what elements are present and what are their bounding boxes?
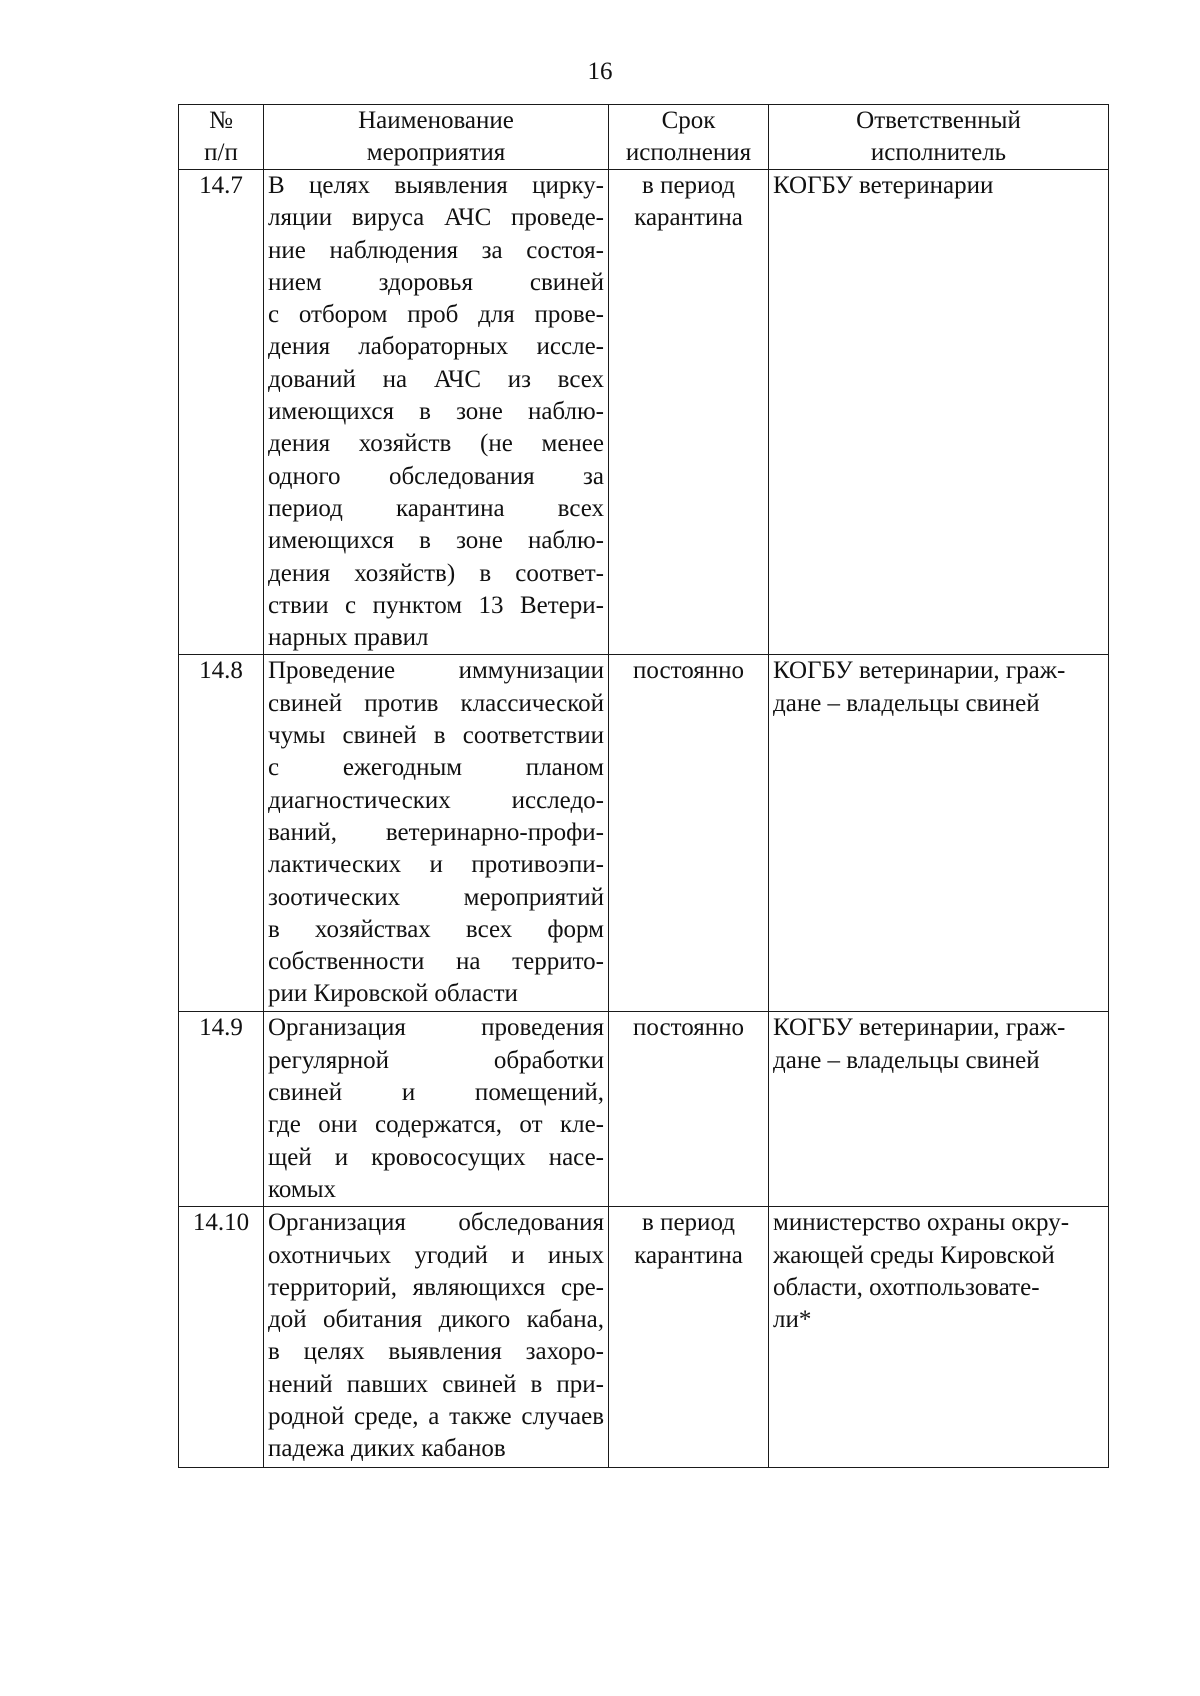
cell-line: комых	[268, 1175, 337, 1203]
cell-line: ли*	[773, 1306, 812, 1334]
cell-line: регулярной обработки	[268, 1046, 604, 1074]
cell-line: щей и кровососущих насе-	[268, 1143, 604, 1171]
header-term-line1: Срок	[661, 107, 716, 134]
table-row	[179, 1207, 1109, 1468]
cell-line: с ежегодным планом	[268, 754, 604, 782]
measure-name	[264, 655, 609, 1012]
cell-line: ваний, ветеринарно-профи-	[268, 818, 604, 846]
cell-line: имеющихся в зоне наблю-	[268, 398, 604, 426]
cell-line: министерство охраны окру-	[773, 1209, 1070, 1237]
cell-line: охотничьих угодий и иных	[268, 1241, 604, 1269]
header-number	[179, 105, 264, 170]
header-responsible-line1: Ответственный	[856, 107, 1021, 134]
cell-line: карантина	[634, 204, 743, 232]
header-name-line1: Наименование	[358, 107, 514, 134]
cell-line: дане – владельцы свиней	[773, 689, 1040, 717]
cell-line: постоянно	[633, 1014, 744, 1042]
cell-line: постоянно	[633, 657, 744, 685]
cell-line: ние наблюдения за состоя-	[268, 236, 604, 264]
header-term-line2: исполнения	[625, 139, 752, 166]
header-name	[264, 105, 609, 170]
header-term	[609, 105, 769, 170]
table-row	[179, 655, 1109, 1012]
cell-line: дения хозяйств (не менее	[268, 430, 604, 458]
cell-line: одного обследования за	[268, 462, 604, 490]
cell-line: зоотических мероприятий	[268, 883, 604, 911]
cell-line: в хозяйствах всех форм	[268, 915, 604, 943]
cell-line: В целях выявления цирку-	[268, 172, 604, 199]
cell-line: период карантина всех	[268, 494, 604, 522]
cell-line: родной среде, а также случаев	[268, 1403, 604, 1431]
measure-term	[609, 1012, 769, 1207]
cell-line: дения лабораторных иссле-	[268, 333, 604, 361]
cell-line: КОГБУ ветеринарии	[773, 172, 994, 199]
cell-line: лактических и противоэпи-	[268, 851, 604, 879]
measure-term	[609, 655, 769, 1012]
cell-line: Организация обследования	[268, 1209, 604, 1237]
table-header-row	[179, 105, 1109, 170]
measure-term	[609, 170, 769, 655]
measure-responsible	[769, 1012, 1109, 1207]
cell-line: свиней и помещений,	[268, 1079, 604, 1107]
cell-line: в период	[642, 1209, 735, 1237]
cell-line: дой обитания дикого кабана,	[268, 1306, 604, 1334]
cell-line: КОГБУ ветеринарии, граж-	[773, 1014, 1066, 1042]
cell-line: нием здоровья свиней	[268, 268, 604, 296]
measure-name	[264, 1012, 609, 1207]
cell-line: Проведение иммунизации	[268, 657, 604, 685]
table-row	[179, 1012, 1109, 1207]
measure-name	[264, 1207, 609, 1468]
measure-responsible	[769, 1207, 1109, 1468]
cell-line: диагностических исследо-	[268, 786, 604, 814]
cell-line: карантина	[634, 1241, 743, 1269]
measure-responsible	[769, 170, 1109, 655]
cell-line: территорий, являющихся сре-	[268, 1273, 604, 1301]
header-number-line2: п/п	[204, 139, 238, 166]
cell-line: КОГБУ ветеринарии, граж-	[773, 657, 1066, 685]
header-responsible	[769, 105, 1109, 170]
cell-line: где они содержатся, от кле-	[268, 1111, 604, 1139]
header-name-line2: мероприятия	[366, 139, 506, 166]
measure-name	[264, 170, 609, 655]
cell-line: Организация проведения	[268, 1014, 604, 1042]
row-number: 14.10	[179, 1207, 264, 1468]
cell-line: дения хозяйств) в соответ-	[268, 559, 604, 587]
cell-line: рии Кировской области	[268, 980, 518, 1008]
measure-term	[609, 1207, 769, 1468]
cell-line: свиней против классической	[268, 689, 604, 717]
cell-line: жающей среды Кировской	[773, 1241, 1055, 1269]
cell-line: дане – владельцы свиней	[773, 1046, 1040, 1074]
cell-line: ствии с пунктом 13 Ветери-	[268, 591, 604, 619]
row-number: 14.8	[179, 655, 264, 1012]
cell-line: дований на АЧС из всех	[268, 365, 604, 393]
row-number: 14.9	[179, 1012, 264, 1207]
row-number: 14.7	[179, 170, 264, 655]
cell-line: с отбором проб для прове-	[268, 301, 604, 329]
cell-line: области, охотпользовате-	[773, 1273, 1040, 1301]
table-row	[179, 170, 1109, 655]
cell-line: падежа диких кабанов	[268, 1435, 506, 1463]
measure-responsible	[769, 655, 1109, 1012]
cell-line: нений павших свиней в при-	[268, 1370, 604, 1398]
cell-line: имеющихся в зоне наблю-	[268, 527, 604, 555]
cell-line: в период	[642, 172, 735, 199]
cell-line: нарных правил	[268, 624, 429, 652]
measures-table	[178, 104, 1109, 1468]
cell-line: собственности на террито-	[268, 948, 604, 976]
header-number-line1: №	[209, 107, 233, 134]
cell-line: чумы свиней в соответствии	[268, 722, 604, 750]
cell-line: ляции вируса АЧС проведе-	[268, 204, 604, 232]
header-responsible-line2: исполнитель	[870, 139, 1007, 166]
page-number: 16	[587, 58, 613, 85]
cell-line: в целях выявления захоро-	[268, 1338, 604, 1366]
